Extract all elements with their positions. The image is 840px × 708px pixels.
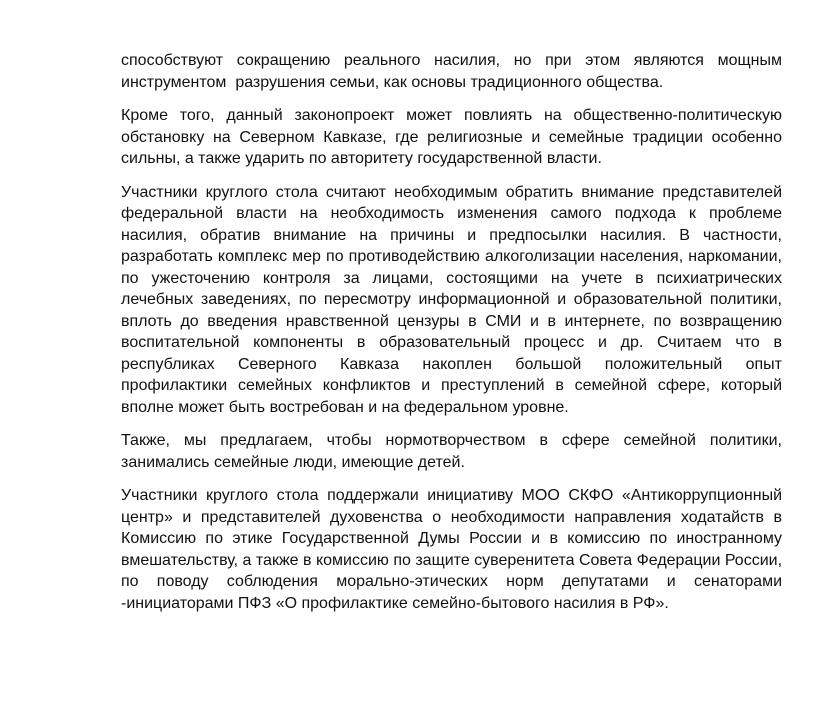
paragraph-4: Также, мы предлагаем, чтобы нормотворчеством в сфере семейной политики, занимались семейные люди, имеющие детей. <box>121 432 787 471</box>
paragraph-2: Кроме того, данный законопроект может повлиять на общественно-политическую обстановку на Северном Кавказе, где религиозные и семейные традиции особенно сильны, а также ударить по авторитету государственной власти. <box>121 107 787 167</box>
document-page <box>121 50 791 626</box>
paragraph-1: способствуют сокращению реального насилия, но при этом являются мощным инструментом разрушения семьи, как основы традиционного общества. <box>121 52 787 91</box>
paragraph-3: Участники круглого стола считают необходимым обратить внимание представителей федеральной власти на необходимость изменения самого подхода к проблеме насилия, обратив внимание на причины и предпосылки насилия. В частности, разработать комплекс мер по противодействию алкоголизации населения, наркомании, по ужесточению контроля за лицами, состоящими на учете в психиатрических лечебных заведениях, по пересмотру информационной и образовательной политики, вплоть до введения нравственной цензуры в СМИ и в интернете, по возвращению воспитательной компоненты в образовательный процесс и др. Считаем что в республиках Северного Кавказа накоплен большой положительный опыт профилактики семейных конфликтов и преступлений в семейной сфере, который вполне может быть востребован и на федеральном уровне. <box>121 183 791 416</box>
paragraph-5: Участники круглого стола поддержали инициативу МОО СКФО «Антикоррупционный центр» и представителей духовенства о необходимости направления ходатайств в Комиссию по этике Государственной Думы России и в комиссию по иностранному вмешательству, а также в комиссию по защите суверенитета Совета Федерации России, по поводу соблюдения морально-этических норм депутатами и сенаторами -инициаторами ПФЗ «О профилактике семейно-бытового насилия в РФ». <box>121 487 787 612</box>
